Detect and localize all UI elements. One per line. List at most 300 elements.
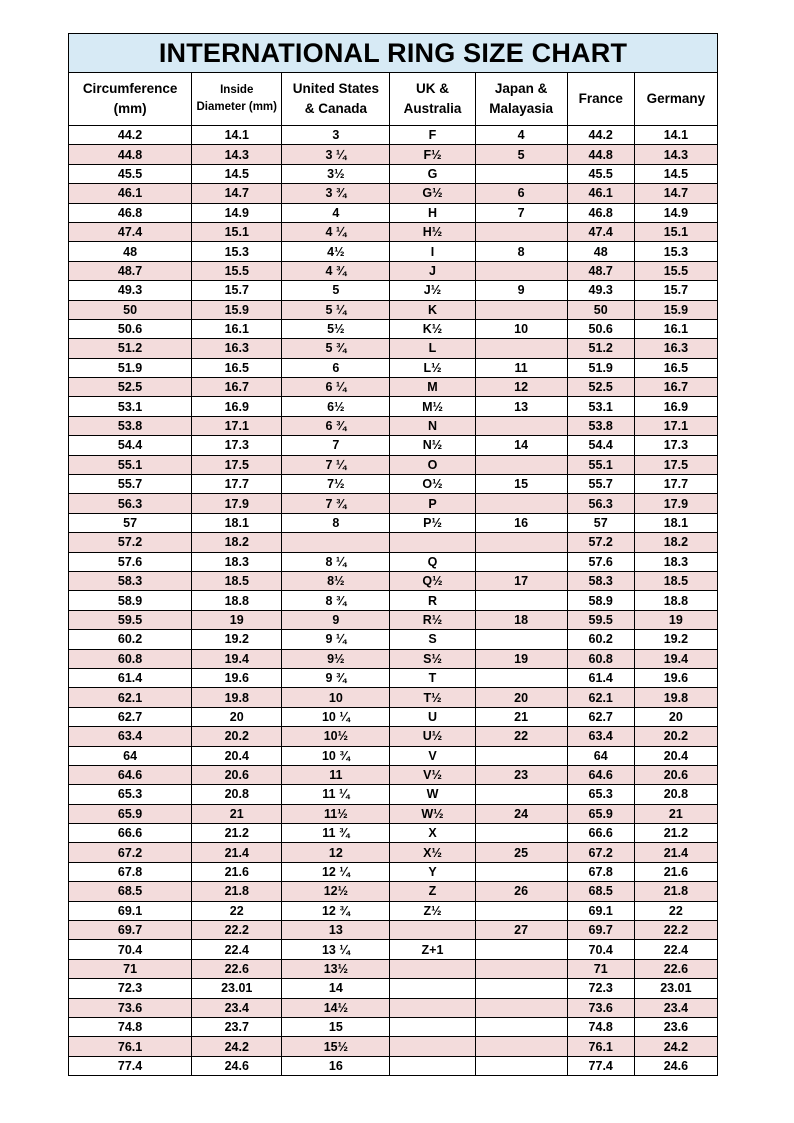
cell-us-canada: 6½ <box>282 397 390 416</box>
cell-inside-diameter: 15.9 <box>192 300 282 319</box>
cell-germany: 17.7 <box>634 475 717 494</box>
cell-germany: 17.3 <box>634 436 717 455</box>
cell-us-canada: 12 ¾ <box>282 901 390 920</box>
cell-circumference: 54.4 <box>69 436 192 455</box>
cell-inside-diameter: 17.3 <box>192 436 282 455</box>
table-row <box>69 630 718 649</box>
cell-circumference: 48 <box>69 242 192 261</box>
cell-uk-australia <box>390 998 475 1017</box>
cell-uk-australia: G½ <box>390 184 475 203</box>
cell-uk-australia: J½ <box>390 281 475 300</box>
cell-germany: 15.5 <box>634 261 717 280</box>
cell-inside-diameter: 17.7 <box>192 475 282 494</box>
cell-japan-malayasia: 22 <box>475 727 567 746</box>
cell-circumference: 66.6 <box>69 824 192 843</box>
cell-circumference: 50.6 <box>69 319 192 338</box>
cell-uk-australia: X½ <box>390 843 475 862</box>
cell-germany: 20.4 <box>634 746 717 765</box>
cell-germany: 24.2 <box>634 1037 717 1056</box>
cell-inside-diameter: 19 <box>192 610 282 629</box>
cell-france: 62.7 <box>567 707 634 726</box>
cell-france: 52.5 <box>567 378 634 397</box>
cell-france: 59.5 <box>567 610 634 629</box>
cell-inside-diameter: 14.7 <box>192 184 282 203</box>
header-inside-diameter: Inside Diameter (mm) <box>192 73 282 126</box>
cell-us-canada: 3 <box>282 126 390 145</box>
cell-japan-malayasia <box>475 455 567 474</box>
cell-inside-diameter: 18.1 <box>192 513 282 532</box>
cell-inside-diameter: 14.9 <box>192 203 282 222</box>
cell-japan-malayasia: 6 <box>475 184 567 203</box>
cell-france: 57 <box>567 513 634 532</box>
cell-uk-australia: Q <box>390 552 475 571</box>
cell-germany: 19.6 <box>634 668 717 687</box>
table-row <box>69 843 718 862</box>
cell-circumference: 77.4 <box>69 1056 192 1075</box>
cell-uk-australia: M <box>390 378 475 397</box>
cell-us-canada: 5 ¼ <box>282 300 390 319</box>
cell-uk-australia: Z½ <box>390 901 475 920</box>
cell-inside-diameter: 20.2 <box>192 727 282 746</box>
cell-japan-malayasia: 8 <box>475 242 567 261</box>
cell-japan-malayasia <box>475 746 567 765</box>
cell-circumference: 67.8 <box>69 862 192 881</box>
table-row <box>69 358 718 377</box>
cell-us-canada: 8 ¼ <box>282 552 390 571</box>
table-row <box>69 319 718 338</box>
cell-inside-diameter: 24.2 <box>192 1037 282 1056</box>
cell-japan-malayasia: 25 <box>475 843 567 862</box>
cell-inside-diameter: 21.8 <box>192 882 282 901</box>
cell-japan-malayasia <box>475 164 567 183</box>
cell-germany: 19.4 <box>634 649 717 668</box>
table-row <box>69 668 718 687</box>
cell-france: 68.5 <box>567 882 634 901</box>
cell-germany: 17.1 <box>634 416 717 435</box>
cell-germany: 20.2 <box>634 727 717 746</box>
cell-uk-australia: M½ <box>390 397 475 416</box>
cell-inside-diameter: 18.3 <box>192 552 282 571</box>
cell-france: 77.4 <box>567 1056 634 1075</box>
cell-circumference: 62.1 <box>69 688 192 707</box>
cell-inside-diameter: 16.1 <box>192 319 282 338</box>
cell-germany: 22.6 <box>634 959 717 978</box>
cell-uk-australia <box>390 1037 475 1056</box>
table-row <box>69 203 718 222</box>
cell-inside-diameter: 17.1 <box>192 416 282 435</box>
cell-france: 73.6 <box>567 998 634 1017</box>
table-row <box>69 513 718 532</box>
cell-uk-australia: U <box>390 707 475 726</box>
cell-uk-australia: F <box>390 126 475 145</box>
cell-inside-diameter: 16.5 <box>192 358 282 377</box>
table-row <box>69 882 718 901</box>
cell-germany: 16.1 <box>634 319 717 338</box>
cell-france: 61.4 <box>567 668 634 687</box>
cell-germany: 20 <box>634 707 717 726</box>
cell-uk-australia: R <box>390 591 475 610</box>
cell-germany: 23.01 <box>634 979 717 998</box>
cell-france: 63.4 <box>567 727 634 746</box>
table-row <box>69 901 718 920</box>
cell-germany: 18.8 <box>634 591 717 610</box>
table-row <box>69 552 718 571</box>
table-row <box>69 1017 718 1036</box>
cell-uk-australia: N <box>390 416 475 435</box>
cell-us-canada: 13½ <box>282 959 390 978</box>
cell-inside-diameter: 20 <box>192 707 282 726</box>
cell-uk-australia: T <box>390 668 475 687</box>
cell-inside-diameter: 21 <box>192 804 282 823</box>
cell-france: 44.2 <box>567 126 634 145</box>
cell-japan-malayasia: 24 <box>475 804 567 823</box>
cell-germany: 14.1 <box>634 126 717 145</box>
cell-germany: 22.2 <box>634 921 717 940</box>
cell-us-canada: 9 ¾ <box>282 668 390 687</box>
header-circumference: Circumference (mm) <box>69 73 192 126</box>
cell-us-canada: 10 ¼ <box>282 707 390 726</box>
cell-uk-australia <box>390 921 475 940</box>
cell-circumference: 46.8 <box>69 203 192 222</box>
cell-france: 48.7 <box>567 261 634 280</box>
cell-circumference: 63.4 <box>69 727 192 746</box>
cell-germany: 19.2 <box>634 630 717 649</box>
cell-us-canada: 7½ <box>282 475 390 494</box>
cell-inside-diameter: 22.6 <box>192 959 282 978</box>
cell-circumference: 64 <box>69 746 192 765</box>
cell-us-canada: 11 ¼ <box>282 785 390 804</box>
cell-uk-australia: O½ <box>390 475 475 494</box>
cell-germany: 14.9 <box>634 203 717 222</box>
cell-japan-malayasia <box>475 785 567 804</box>
table-row <box>69 921 718 940</box>
cell-uk-australia: L½ <box>390 358 475 377</box>
cell-us-canada: 5 ¾ <box>282 339 390 358</box>
cell-circumference: 57 <box>69 513 192 532</box>
cell-uk-australia: Z <box>390 882 475 901</box>
table-row <box>69 494 718 513</box>
cell-inside-diameter: 14.3 <box>192 145 282 164</box>
cell-france: 47.4 <box>567 222 634 241</box>
cell-uk-australia: G <box>390 164 475 183</box>
cell-us-canada: 14½ <box>282 998 390 1017</box>
table-row <box>69 940 718 959</box>
cell-us-canada: 8½ <box>282 571 390 590</box>
cell-germany: 18.2 <box>634 533 717 552</box>
cell-inside-diameter: 23.4 <box>192 998 282 1017</box>
cell-inside-diameter: 22 <box>192 901 282 920</box>
cell-circumference: 60.2 <box>69 630 192 649</box>
cell-japan-malayasia <box>475 261 567 280</box>
cell-japan-malayasia <box>475 222 567 241</box>
cell-us-canada: 6 ¼ <box>282 378 390 397</box>
cell-uk-australia: X <box>390 824 475 843</box>
cell-inside-diameter: 15.3 <box>192 242 282 261</box>
cell-france: 50 <box>567 300 634 319</box>
cell-france: 53.1 <box>567 397 634 416</box>
cell-uk-australia: K <box>390 300 475 319</box>
table-row <box>69 1037 718 1056</box>
cell-france: 54.4 <box>567 436 634 455</box>
cell-us-canada: 7 ¼ <box>282 455 390 474</box>
cell-france: 55.7 <box>567 475 634 494</box>
cell-germany: 19.8 <box>634 688 717 707</box>
cell-uk-australia: P <box>390 494 475 513</box>
table-row <box>69 300 718 319</box>
cell-inside-diameter: 18.8 <box>192 591 282 610</box>
header-uk-australia: UK & Australia <box>390 73 475 126</box>
cell-inside-diameter: 21.4 <box>192 843 282 862</box>
cell-inside-diameter: 16.9 <box>192 397 282 416</box>
cell-uk-australia: N½ <box>390 436 475 455</box>
cell-japan-malayasia <box>475 862 567 881</box>
cell-japan-malayasia <box>475 591 567 610</box>
cell-circumference: 48.7 <box>69 261 192 280</box>
cell-japan-malayasia: 27 <box>475 921 567 940</box>
cell-uk-australia: R½ <box>390 610 475 629</box>
cell-japan-malayasia <box>475 959 567 978</box>
cell-us-canada: 4½ <box>282 242 390 261</box>
cell-circumference: 58.3 <box>69 571 192 590</box>
cell-us-canada: 8 <box>282 513 390 532</box>
cell-japan-malayasia: 16 <box>475 513 567 532</box>
cell-germany: 18.3 <box>634 552 717 571</box>
cell-us-canada: 9½ <box>282 649 390 668</box>
cell-france: 65.9 <box>567 804 634 823</box>
cell-circumference: 61.4 <box>69 668 192 687</box>
table-row <box>69 242 718 261</box>
cell-japan-malayasia <box>475 533 567 552</box>
cell-germany: 22.4 <box>634 940 717 959</box>
table-row <box>69 688 718 707</box>
cell-france: 67.8 <box>567 862 634 881</box>
cell-japan-malayasia <box>475 552 567 571</box>
cell-germany: 19 <box>634 610 717 629</box>
ring-size-table <box>68 33 718 1076</box>
cell-circumference: 51.9 <box>69 358 192 377</box>
cell-japan-malayasia: 5 <box>475 145 567 164</box>
cell-uk-australia: Y <box>390 862 475 881</box>
cell-us-canada: 3½ <box>282 164 390 183</box>
cell-us-canada: 12 <box>282 843 390 862</box>
cell-germany: 21 <box>634 804 717 823</box>
cell-germany: 17.9 <box>634 494 717 513</box>
cell-inside-diameter: 14.1 <box>192 126 282 145</box>
cell-circumference: 51.2 <box>69 339 192 358</box>
table-row <box>69 959 718 978</box>
cell-japan-malayasia: 26 <box>475 882 567 901</box>
cell-circumference: 60.8 <box>69 649 192 668</box>
cell-circumference: 62.7 <box>69 707 192 726</box>
cell-japan-malayasia <box>475 1017 567 1036</box>
cell-france: 72.3 <box>567 979 634 998</box>
cell-uk-australia: Z+1 <box>390 940 475 959</box>
cell-us-canada: 12 ¼ <box>282 862 390 881</box>
cell-circumference: 57.2 <box>69 533 192 552</box>
cell-japan-malayasia <box>475 494 567 513</box>
cell-circumference: 65.9 <box>69 804 192 823</box>
cell-us-canada: 16 <box>282 1056 390 1075</box>
cell-uk-australia: W½ <box>390 804 475 823</box>
cell-us-canada: 6 <box>282 358 390 377</box>
cell-france: 58.9 <box>567 591 634 610</box>
table-row <box>69 475 718 494</box>
cell-inside-diameter: 19.2 <box>192 630 282 649</box>
cell-germany: 15.9 <box>634 300 717 319</box>
table-row <box>69 979 718 998</box>
cell-inside-diameter: 14.5 <box>192 164 282 183</box>
table-row <box>69 1056 718 1075</box>
cell-germany: 22 <box>634 901 717 920</box>
cell-circumference: 72.3 <box>69 979 192 998</box>
cell-germany: 18.1 <box>634 513 717 532</box>
table-row <box>69 397 718 416</box>
cell-germany: 23.6 <box>634 1017 717 1036</box>
cell-japan-malayasia: 4 <box>475 126 567 145</box>
cell-japan-malayasia: 10 <box>475 319 567 338</box>
cell-japan-malayasia: 12 <box>475 378 567 397</box>
cell-circumference: 49.3 <box>69 281 192 300</box>
cell-us-canada: 9 <box>282 610 390 629</box>
cell-circumference: 65.3 <box>69 785 192 804</box>
cell-france: 48 <box>567 242 634 261</box>
cell-uk-australia: P½ <box>390 513 475 532</box>
cell-inside-diameter: 19.8 <box>192 688 282 707</box>
cell-france: 64.6 <box>567 765 634 784</box>
cell-inside-diameter: 16.7 <box>192 378 282 397</box>
cell-us-canada: 10½ <box>282 727 390 746</box>
cell-inside-diameter: 17.5 <box>192 455 282 474</box>
table-row <box>69 649 718 668</box>
chart-title: INTERNATIONAL RING SIZE CHART <box>69 34 718 73</box>
cell-germany: 14.7 <box>634 184 717 203</box>
cell-germany: 20.6 <box>634 765 717 784</box>
cell-inside-diameter: 23.7 <box>192 1017 282 1036</box>
header-france: France <box>567 73 634 126</box>
cell-us-canada: 11 <box>282 765 390 784</box>
table-row <box>69 727 718 746</box>
cell-circumference: 44.8 <box>69 145 192 164</box>
cell-france: 58.3 <box>567 571 634 590</box>
cell-germany: 14.3 <box>634 145 717 164</box>
cell-germany: 17.5 <box>634 455 717 474</box>
cell-uk-australia: H <box>390 203 475 222</box>
cell-us-canada: 14 <box>282 979 390 998</box>
cell-uk-australia: I <box>390 242 475 261</box>
cell-circumference: 58.9 <box>69 591 192 610</box>
cell-germany: 16.5 <box>634 358 717 377</box>
table-row <box>69 281 718 300</box>
cell-us-canada: 11 ¾ <box>282 824 390 843</box>
cell-germany: 21.8 <box>634 882 717 901</box>
cell-france: 46.1 <box>567 184 634 203</box>
cell-japan-malayasia: 20 <box>475 688 567 707</box>
cell-japan-malayasia: 9 <box>475 281 567 300</box>
cell-france: 64 <box>567 746 634 765</box>
cell-circumference: 70.4 <box>69 940 192 959</box>
cell-inside-diameter: 21.6 <box>192 862 282 881</box>
table-row <box>69 164 718 183</box>
cell-circumference: 47.4 <box>69 222 192 241</box>
table-row <box>69 261 718 280</box>
cell-us-canada: 7 ¾ <box>282 494 390 513</box>
cell-japan-malayasia <box>475 824 567 843</box>
table-row <box>69 746 718 765</box>
cell-uk-australia: J <box>390 261 475 280</box>
cell-uk-australia <box>390 1017 475 1036</box>
header-us-canada: United States & Canada <box>282 73 390 126</box>
cell-germany: 23.4 <box>634 998 717 1017</box>
cell-inside-diameter: 19.6 <box>192 668 282 687</box>
table-row <box>69 785 718 804</box>
cell-japan-malayasia: 21 <box>475 707 567 726</box>
cell-japan-malayasia <box>475 998 567 1017</box>
cell-us-canada: 12½ <box>282 882 390 901</box>
cell-japan-malayasia: 19 <box>475 649 567 668</box>
table-row <box>69 610 718 629</box>
cell-inside-diameter: 15.7 <box>192 281 282 300</box>
cell-germany: 24.6 <box>634 1056 717 1075</box>
cell-inside-diameter: 15.1 <box>192 222 282 241</box>
cell-germany: 20.8 <box>634 785 717 804</box>
cell-france: 62.1 <box>567 688 634 707</box>
table-row <box>69 591 718 610</box>
cell-circumference: 46.1 <box>69 184 192 203</box>
cell-us-canada: 4 ¼ <box>282 222 390 241</box>
cell-france: 56.3 <box>567 494 634 513</box>
cell-japan-malayasia <box>475 1037 567 1056</box>
cell-japan-malayasia <box>475 901 567 920</box>
cell-inside-diameter: 20.4 <box>192 746 282 765</box>
cell-inside-diameter: 20.8 <box>192 785 282 804</box>
cell-circumference: 76.1 <box>69 1037 192 1056</box>
cell-france: 44.8 <box>567 145 634 164</box>
cell-japan-malayasia: 14 <box>475 436 567 455</box>
cell-germany: 18.5 <box>634 571 717 590</box>
table-row <box>69 862 718 881</box>
table-row <box>69 222 718 241</box>
cell-uk-australia <box>390 533 475 552</box>
table-row <box>69 804 718 823</box>
cell-germany: 16.9 <box>634 397 717 416</box>
cell-circumference: 50 <box>69 300 192 319</box>
cell-uk-australia: L <box>390 339 475 358</box>
cell-uk-australia: Q½ <box>390 571 475 590</box>
cell-uk-australia: U½ <box>390 727 475 746</box>
cell-circumference: 68.5 <box>69 882 192 901</box>
cell-france: 51.9 <box>567 358 634 377</box>
cell-uk-australia: S <box>390 630 475 649</box>
cell-uk-australia: W <box>390 785 475 804</box>
cell-japan-malayasia: 18 <box>475 610 567 629</box>
table-row <box>69 126 718 145</box>
cell-japan-malayasia <box>475 1056 567 1075</box>
cell-circumference: 74.8 <box>69 1017 192 1036</box>
cell-us-canada: 3 ¾ <box>282 184 390 203</box>
cell-france: 53.8 <box>567 416 634 435</box>
cell-circumference: 64.6 <box>69 765 192 784</box>
table-row <box>69 455 718 474</box>
cell-us-canada: 10 <box>282 688 390 707</box>
cell-inside-diameter: 22.4 <box>192 940 282 959</box>
table-row <box>69 707 718 726</box>
cell-inside-diameter: 17.9 <box>192 494 282 513</box>
cell-us-canada: 10 ¾ <box>282 746 390 765</box>
cell-us-canada: 5½ <box>282 319 390 338</box>
cell-france: 57.6 <box>567 552 634 571</box>
cell-france: 69.1 <box>567 901 634 920</box>
cell-france: 71 <box>567 959 634 978</box>
